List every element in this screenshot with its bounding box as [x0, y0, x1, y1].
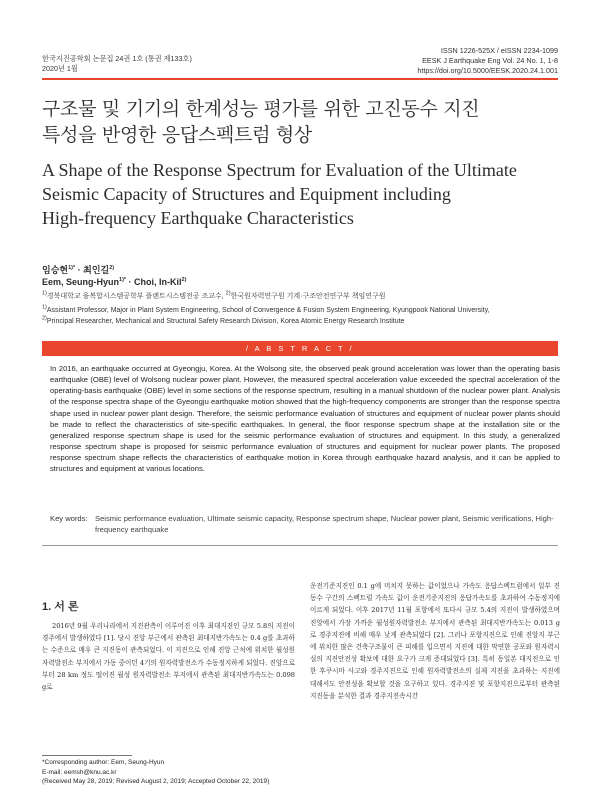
author-2-mark: 2): [109, 265, 115, 271]
footnote: [42, 758, 269, 787]
header-divider: [42, 78, 558, 80]
title-en-line: High-frequency Earthquake Characteristics: [42, 208, 354, 228]
title-english: [42, 158, 562, 230]
paragraph: 운전기준지진인 0.1 g에 미치지 못하는 값이었으나 가속도 응답스펙트럼에서 일부 진동수 구간의 스펙트럴 가속도 값이 운전기준지진의 응답가속도를 초과하여 수동정지에 이르게 되었다. 이후 2017년 11월 포항에서 또다시 규모 5.4의 지진이 발생하였으며 진앙에서 가장 가까운 월성원자력발전소 부지에서 관측된 최대지반가속도는 0.013 g로 경주지진에 비해 매우 낮게 관측되었다 [2]. 그러나 포항지진으로 인해 진앙지 부근에 위치한 많은 건축구조물이 큰 피해를 입으면서 지진에 대한 막연한 공포와 원자력시설의 지진안전성 확보에 대한 요구가 크게 증대되었다 [3]. 특히 동일본 대지진으로 인한 후쿠시마 사고와 경주지진으로 인해 원자력발전소의 실제 지진을 초과하는 지진에 대해서도 안전성을 확보할 것을 요구하고 있다. 경주지진 및 포항지진으로부터 관측된 지진동을 분석한 결과 경주지진속시간: [310, 582, 560, 700]
affiliation-english-2: [42, 317, 562, 327]
journal-header-right: [417, 46, 558, 76]
affil-mark: 2): [42, 315, 47, 322]
issn: ISSN 1226-525X / eISSN 2234-1099: [440, 46, 558, 55]
journal-name-ko: 한국지진공학회 논문집 24권 1호 (통권 제133호): [42, 54, 192, 63]
author-1-ko: 임승현: [42, 265, 69, 275]
title-ko-line: 특성을 반영한 응답스펙트럼 형상: [42, 124, 312, 146]
received-dates: (Received May 28, 2019; Revised August 2, 2019; Accepted October 22, 2019): [42, 778, 270, 785]
affil-mark: 2): [225, 290, 231, 297]
journal-name-en: EESK J Earthquake Eng Vol. 24 No. 1, 1-8: [422, 56, 558, 65]
affil-mark: 1): [42, 290, 47, 297]
author-separator: ·: [126, 277, 135, 287]
affiliation-korean: [42, 292, 562, 302]
title-ko-line: 구조물 및 기기의 한계성능 평가를 위한 고진동수 지진: [42, 98, 480, 120]
authors-korean: [42, 263, 114, 276]
author-2-ko: 최인길: [83, 265, 110, 275]
abstract-banner: / A B S T R A C T /: [42, 341, 558, 356]
keywords-list: Seismic performance evaluation, Ultimate seismic capacity, Response spectrum shape, Nuclear power plant, Seismic verifications, High-frequency earthquake: [95, 514, 554, 534]
affil-ko-2: 한국원자력연구원 기계·구조안전연구부 책임연구원: [230, 293, 386, 300]
author-separator: ·: [75, 265, 84, 275]
author-2-mark: 2): [181, 277, 187, 283]
corresponding-author: *Corresponding author: Eem, Seung-Hyun: [42, 759, 165, 766]
body-column-left: [42, 620, 295, 693]
title-en-line: Seismic Capacity of Structures and Equipment including: [42, 184, 451, 204]
doi-link[interactable]: https://doi.org/10.5000/EESK.2020.24.1.001: [417, 66, 558, 75]
abstract-text: In 2016, an earthquake occurred at Gyeongju, Korea. At the Wolsong site, the observed peak ground acceleration was lower than the operating basis earthquake (OBE) level of Wolsong nuclear power plant. However, the measured spectral acceleration value exceeded the spectral acceleration of the operating-basis earthquake (OBE) level in some sections of the response spectrum, resulting in a manual shutdown of the nuclear power plant. Analysis of the response spectra shape of the Gyeongju earthquake motion showed that the high-frequency components are stronger than the response spectra shape used in nuclear power plant design. Therefore, the seismic performance evaluation of structures and equipment of nuclear power plants should be made to reflect the characteristics of site-specific earthquakes. In general, the floor response spectrum shape at the installation site or the generalized response spectrum shape is used for the seismic performance evaluation of structures and equipment. In this study, a generalized response spectrum shape is proposed for seismic performance evaluation of structures and equipment for nuclear power plants. The proposed response spectrum shape reflects the characteristics of earthquake motion in Korea through earthquake hazard analysis, and it can be applied to structures and equipment at various locations.: [50, 364, 560, 474]
author-1-mark: 1)*: [68, 265, 76, 271]
abstract-divider: [42, 545, 558, 546]
paragraph: 2016년 9월 우리나라에서 지진관측이 이루어진 이후 최대지진인 규모 5.8의 지진이 경주에서 발생하였다 [1]. 당시 진앙 부근에서 관측된 최대지반가속도는 0.4 g를 초과하는 수준으로 매우 큰 지진동이 관측되었다. 이 지진으로 인해 진앙 근처에 위치한 월성원자력발전소 부지에서 가동 중이던 4기의 원자력발전소가 수동정지하게 되었다. 진앙으로부터 28 km 정도 떨어진 월성 원자력발전소 부지에서 관측된 최대지반가속도는 0.098 g로: [42, 622, 295, 692]
issue-date: 2020년 1월: [42, 64, 78, 73]
section-heading: 1. 서 론: [42, 601, 79, 613]
author-1-en: Eem, Seung-Hyun: [42, 277, 120, 287]
keywords-label: Key words:: [50, 514, 88, 523]
affil-mark: 1): [42, 304, 47, 311]
author-1-mark: 1)*: [119, 277, 127, 283]
affil-en-2: Principal Researcher, Mechanical and Structural Safety Research Division, Korea Atomic Energy Research Institute: [46, 318, 405, 325]
affil-en-1: Assistant Professor, Major in Plant System Engineering, School of Convergence & Fusion System Engineering, Kyungpook National University,: [46, 307, 490, 314]
affiliation-english-1: [42, 306, 562, 316]
affil-ko-1: 경북대학교 융복합시스템공학부 플랜트시스템전공 조교수,: [46, 293, 226, 300]
footnote-divider: [42, 755, 132, 756]
author-2-en: Choi, In-Kil: [134, 277, 182, 287]
journal-header-left: [42, 54, 192, 74]
title-korean: [42, 96, 562, 148]
authors-english: [42, 277, 186, 287]
keywords: [50, 513, 560, 535]
author-email[interactable]: E-mail: eemsh@knu.ac.kr: [42, 768, 117, 776]
title-en-line: A Shape of the Response Spectrum for Evaluation of the Ultimate: [42, 160, 517, 180]
body-column-right: [310, 580, 560, 702]
